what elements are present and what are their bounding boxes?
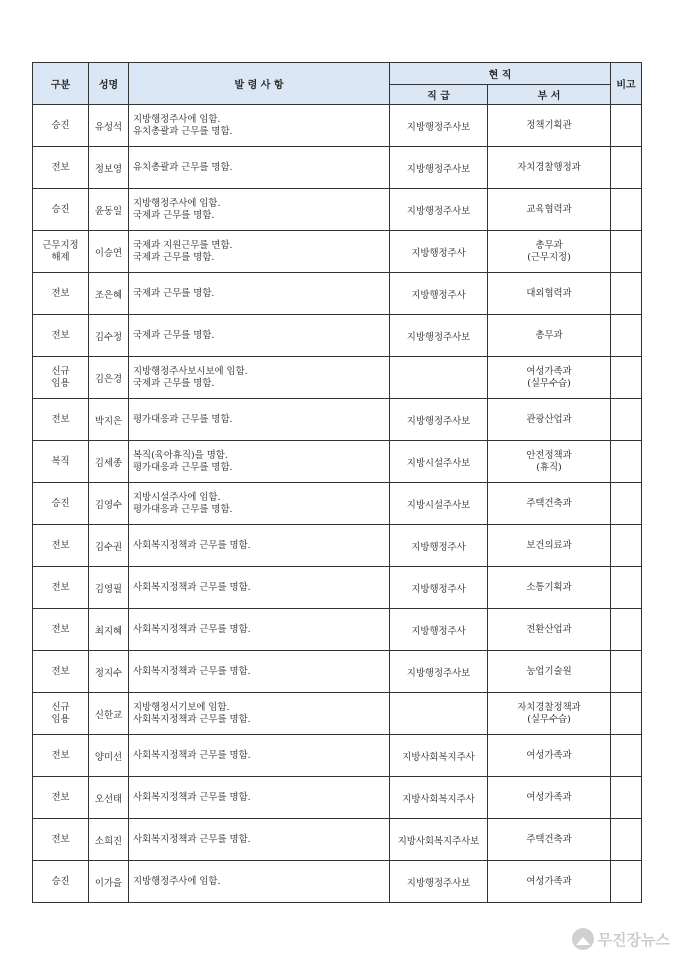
department-cell-line: 자치경찰행정과 (517, 161, 581, 173)
table-row (33, 441, 642, 483)
department-cell (488, 861, 611, 903)
appointment-cell-line: 국제과 근무를 명함. (133, 377, 215, 389)
appointment-cell-line: 지방행정주사에 임함. (133, 197, 221, 209)
department-cell-line: 여성가족과 (526, 365, 572, 377)
rank-cell: 지방행정주사보 (390, 315, 488, 357)
rank-cell: 지방사회복지주사 (390, 735, 488, 777)
remarks-cell (611, 819, 642, 861)
table-row (33, 147, 642, 189)
name-cell: 김영수 (89, 483, 129, 525)
appointment-cell-line: 사회복지정책과 근무를 명함. (133, 833, 251, 845)
category-cell (33, 273, 89, 315)
department-cell-line: 안전정책과 (526, 449, 572, 461)
mountain-logo-icon (572, 928, 594, 950)
department-cell (488, 273, 611, 315)
appointment-cell (129, 525, 390, 567)
header-current-position: 현 직 (390, 63, 611, 85)
name-cell: 오선태 (89, 777, 129, 819)
appointment-cell-line: 복직(육아휴직)을 명함. (133, 449, 228, 461)
table-row (33, 399, 642, 441)
name-cell: 김영필 (89, 567, 129, 609)
appointment-cell (129, 651, 390, 693)
rank-cell: 지방시설주사보 (390, 441, 488, 483)
rank-cell: 지방행정주사 (390, 231, 488, 273)
department-cell (488, 693, 611, 735)
name-cell: 이승연 (89, 231, 129, 273)
department-cell (488, 315, 611, 357)
department-cell (488, 147, 611, 189)
remarks-cell (611, 567, 642, 609)
remarks-cell (611, 735, 642, 777)
category-cell-line: 근무지정 (42, 239, 79, 251)
remarks-cell (611, 693, 642, 735)
rank-cell: 지방사회복지주사 (390, 777, 488, 819)
remarks-cell (611, 357, 642, 399)
name-cell: 윤동일 (89, 189, 129, 231)
header-category: 구분 (33, 63, 89, 105)
appointment-cell-line: 지방행정주사에 임함. (133, 113, 221, 125)
remarks-cell (611, 315, 642, 357)
department-cell-line: (실무수습) (527, 713, 571, 725)
appointment-cell (129, 273, 390, 315)
name-cell: 양미선 (89, 735, 129, 777)
remarks-cell (611, 861, 642, 903)
name-cell: 소희진 (89, 819, 129, 861)
name-cell: 최지혜 (89, 609, 129, 651)
table-row (33, 189, 642, 231)
category-cell-line: 복직 (51, 455, 70, 467)
rank-cell: 지방행정주사보 (390, 861, 488, 903)
table-row (33, 819, 642, 861)
table-row (33, 609, 642, 651)
category-cell (33, 105, 89, 147)
category-cell-line: 전보 (51, 161, 70, 173)
category-cell-line: 임용 (51, 713, 70, 725)
header-remarks: 비고 (611, 63, 642, 105)
remarks-cell (611, 189, 642, 231)
category-cell-line: 신규 (51, 701, 70, 713)
watermark-text: 무진장뉴스 (597, 930, 670, 949)
name-cell: 김수권 (89, 525, 129, 567)
remarks-cell (611, 399, 642, 441)
appointment-cell (129, 819, 390, 861)
category-cell-line: 승진 (51, 875, 70, 887)
rank-cell: 지방행정주사보 (390, 189, 488, 231)
department-cell-line: 보건의료과 (526, 539, 572, 551)
appointment-cell (129, 609, 390, 651)
appointment-cell-line: 지방행정주사보시보에 임함. (133, 365, 248, 377)
remarks-cell (611, 777, 642, 819)
name-cell: 정지수 (89, 651, 129, 693)
rank-cell (390, 693, 488, 735)
name-cell: 신한교 (89, 693, 129, 735)
department-cell (488, 105, 611, 147)
table-row (33, 105, 642, 147)
table-row (33, 483, 642, 525)
name-cell: 정보영 (89, 147, 129, 189)
table-row (33, 567, 642, 609)
remarks-cell (611, 609, 642, 651)
department-cell-line: 여성가족과 (526, 791, 572, 803)
department-cell-line: 총무과 (535, 329, 563, 341)
header-appointment: 발 령 사 항 (129, 63, 390, 105)
department-cell-line: 총무과 (535, 239, 563, 251)
department-cell-line: 자치경찰정책과 (517, 701, 581, 713)
category-cell-line: 승진 (51, 119, 70, 131)
rank-cell: 지방행정주사 (390, 525, 488, 567)
category-cell (33, 189, 89, 231)
header-name: 성명 (89, 63, 129, 105)
appointment-cell (129, 483, 390, 525)
department-cell-line: 여성가족과 (526, 875, 572, 887)
category-cell-line: 임용 (51, 377, 70, 389)
department-cell (488, 483, 611, 525)
department-cell-line: 대외협력과 (526, 287, 572, 299)
name-cell: 김세종 (89, 441, 129, 483)
appointment-cell-line: 사회복지정책과 근무를 명함. (133, 791, 251, 803)
category-cell (33, 609, 89, 651)
name-cell: 박지은 (89, 399, 129, 441)
rank-cell: 지방행정주사 (390, 567, 488, 609)
category-cell-line: 해제 (51, 251, 70, 263)
appointment-cell-line: 국제과 근무를 명함. (133, 209, 215, 221)
category-cell-line: 승진 (51, 203, 70, 215)
table-row (33, 231, 642, 273)
category-cell (33, 399, 89, 441)
department-cell (488, 777, 611, 819)
department-cell (488, 567, 611, 609)
appointment-cell-line: 사회복지정책과 근무를 명함. (133, 713, 251, 725)
name-cell: 김수정 (89, 315, 129, 357)
department-cell (488, 651, 611, 693)
category-cell (33, 819, 89, 861)
remarks-cell (611, 105, 642, 147)
appointment-cell (129, 735, 390, 777)
department-cell-line: 주택건축과 (526, 497, 572, 509)
category-cell-line: 신규 (51, 365, 70, 377)
department-cell-line: (휴직) (536, 461, 562, 473)
rank-cell: 지방행정주사 (390, 273, 488, 315)
department-cell-line: 소통기획과 (526, 581, 572, 593)
remarks-cell (611, 441, 642, 483)
appointment-cell (129, 441, 390, 483)
appointment-cell-line: 사회복지정책과 근무를 명함. (133, 623, 251, 635)
remarks-cell (611, 483, 642, 525)
appointment-cell-line: 사회복지정책과 근무를 명함. (133, 749, 251, 761)
category-cell-line: 전보 (51, 287, 70, 299)
category-cell (33, 651, 89, 693)
table-row (33, 777, 642, 819)
appointment-cell (129, 357, 390, 399)
category-cell (33, 777, 89, 819)
rank-cell: 지방사회복지주사보 (390, 819, 488, 861)
appointment-cell (129, 861, 390, 903)
name-cell: 조은혜 (89, 273, 129, 315)
appointment-cell (129, 231, 390, 273)
department-cell (488, 189, 611, 231)
appointment-cell (129, 567, 390, 609)
rank-cell: 지방행정주사보 (390, 399, 488, 441)
remarks-cell (611, 147, 642, 189)
category-cell-line: 전보 (51, 413, 70, 425)
appointment-cell-line: 유치총괄과 근무를 명함. (133, 161, 233, 173)
watermark (572, 928, 670, 950)
appointment-cell-line: 평가대응과 근무를 명함. (133, 461, 233, 473)
department-cell-line: 여성가족과 (526, 749, 572, 761)
department-cell-line: 전환산업과 (526, 623, 572, 635)
name-cell: 김은경 (89, 357, 129, 399)
category-cell (33, 525, 89, 567)
table-row (33, 651, 642, 693)
appointment-cell-line: 국제과 지원근무를 면함. (133, 239, 233, 251)
rank-cell: 지방행정주사보 (390, 105, 488, 147)
rank-cell (390, 357, 488, 399)
remarks-cell (611, 651, 642, 693)
department-cell (488, 231, 611, 273)
appointment-cell-line: 국제과 근무를 명함. (133, 251, 215, 263)
appointment-cell-line: 평가대응과 근무를 명함. (133, 413, 233, 425)
department-cell (488, 399, 611, 441)
appointment-cell (129, 399, 390, 441)
table-row (33, 693, 642, 735)
category-cell (33, 357, 89, 399)
category-cell (33, 735, 89, 777)
header-department: 부 서 (488, 85, 611, 105)
category-cell-line: 전보 (51, 329, 70, 341)
department-cell (488, 441, 611, 483)
category-cell (33, 693, 89, 735)
appointment-cell (129, 693, 390, 735)
appointment-cell-line: 국제과 근무를 명함. (133, 329, 215, 341)
rank-cell: 지방행정주사보 (390, 147, 488, 189)
department-cell-line: (근무지정) (527, 251, 571, 263)
category-cell (33, 483, 89, 525)
department-cell-line: 농업기술원 (526, 665, 572, 677)
category-cell-line: 전보 (51, 749, 70, 761)
category-cell-line: 전보 (51, 665, 70, 677)
table-row (33, 357, 642, 399)
category-cell-line: 전보 (51, 791, 70, 803)
appointment-cell-line: 사회복지정책과 근무를 명함. (133, 581, 251, 593)
table-row (33, 735, 642, 777)
name-cell: 유성석 (89, 105, 129, 147)
department-cell (488, 357, 611, 399)
department-cell (488, 819, 611, 861)
appointment-cell-line: 사회복지정책과 근무를 명함. (133, 665, 251, 677)
category-cell (33, 567, 89, 609)
remarks-cell (611, 525, 642, 567)
category-cell-line: 전보 (51, 581, 70, 593)
appointment-cell-line: 지방행정주사에 임함. (133, 875, 221, 887)
appointment-cell-line: 국제과 근무를 명함. (133, 287, 215, 299)
header-rank: 직 급 (390, 85, 488, 105)
remarks-cell (611, 273, 642, 315)
appointment-cell (129, 105, 390, 147)
rank-cell: 지방행정주사 (390, 609, 488, 651)
category-cell (33, 315, 89, 357)
appointment-cell-line: 사회복지정책과 근무를 명함. (133, 539, 251, 551)
department-cell-line: 관광산업과 (526, 413, 572, 425)
table-row (33, 273, 642, 315)
appointment-cell (129, 777, 390, 819)
category-cell-line: 전보 (51, 539, 70, 551)
department-cell-line: 주택건축과 (526, 833, 572, 845)
department-cell (488, 525, 611, 567)
category-cell (33, 147, 89, 189)
table-row (33, 861, 642, 903)
category-cell (33, 861, 89, 903)
name-cell: 이가을 (89, 861, 129, 903)
appointment-cell-line: 평가대응과 근무를 명함. (133, 503, 233, 515)
personnel-table (32, 62, 642, 903)
appointment-cell (129, 147, 390, 189)
appointment-cell (129, 189, 390, 231)
rank-cell: 지방행정주사보 (390, 651, 488, 693)
category-cell-line: 승진 (51, 497, 70, 509)
department-cell (488, 735, 611, 777)
appointment-cell-line: 지방시설주사에 임함. (133, 491, 221, 503)
appointment-cell-line: 유치총괄과 근무를 명함. (133, 125, 233, 137)
appointment-cell-line: 지방행정서기보에 임함. (133, 701, 230, 713)
department-cell (488, 609, 611, 651)
department-cell-line: (실무수습) (527, 377, 571, 389)
category-cell (33, 441, 89, 483)
category-cell (33, 231, 89, 273)
table-row (33, 315, 642, 357)
remarks-cell (611, 231, 642, 273)
department-cell-line: 정책기획관 (526, 119, 572, 131)
department-cell-line: 교육협력과 (526, 203, 572, 215)
category-cell-line: 전보 (51, 833, 70, 845)
rank-cell: 지방시설주사보 (390, 483, 488, 525)
category-cell-line: 전보 (51, 623, 70, 635)
table-row (33, 525, 642, 567)
appointment-cell (129, 315, 390, 357)
